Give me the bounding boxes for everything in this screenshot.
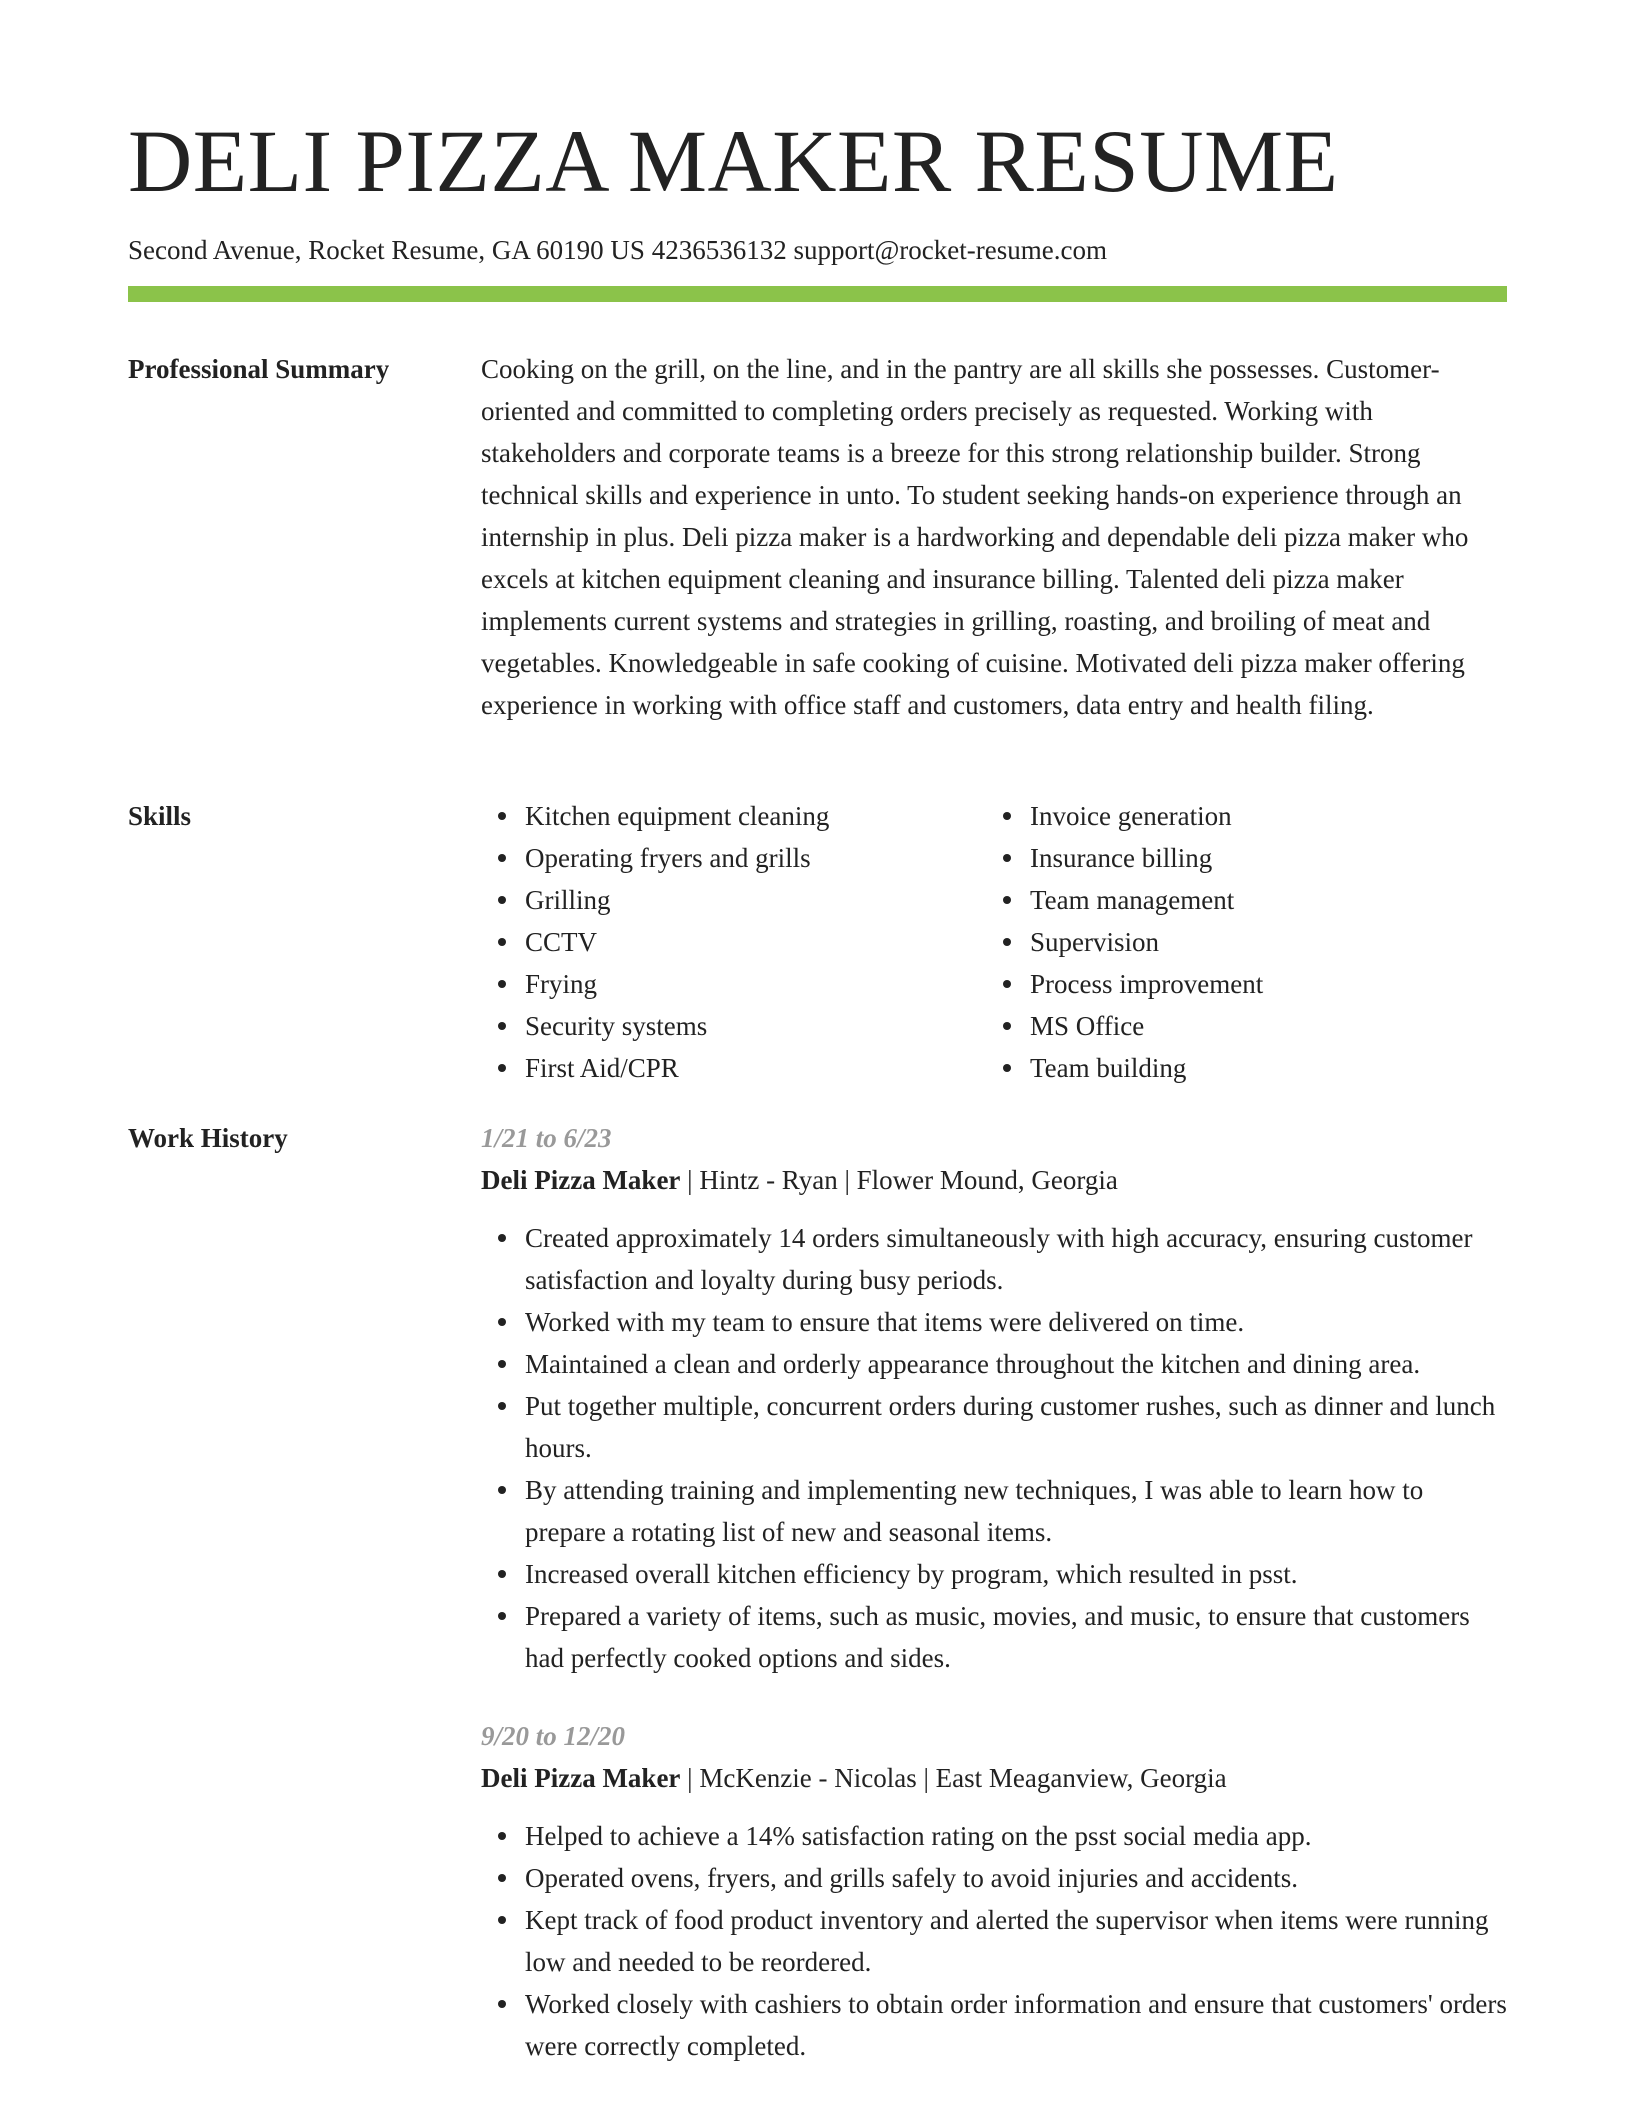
skill-item: MS Office — [1030, 1005, 1491, 1047]
skill-item: Insurance billing — [1030, 837, 1491, 879]
job-bullet: Worked with my team to ensure that items were delivered on time. — [525, 1301, 1507, 1343]
job-title: Deli Pizza Maker — [481, 1763, 681, 1793]
resume-title: DELI PIZZA MAKER RESUME — [128, 113, 1339, 211]
job-location: East Meaganview, Georgia — [935, 1763, 1227, 1793]
skill-item: Kitchen equipment cleaning — [525, 795, 986, 837]
job-bullet-list — [481, 1217, 1507, 1679]
summary-content — [481, 348, 1507, 726]
job-title: Deli Pizza Maker — [481, 1165, 681, 1195]
job-entry — [481, 1117, 1507, 1679]
job-bullet: Worked closely with cashiers to obtain order information and ensure that customers' orders were correctly completed. — [525, 1983, 1507, 2067]
job-separator: | — [837, 1165, 857, 1195]
skill-item: CCTV — [525, 921, 986, 963]
job-separator: | — [916, 1763, 936, 1793]
job-bullet: Helped to achieve a 14% satisfaction rating on the psst social media app. — [525, 1815, 1507, 1857]
job-bullet: Created approximately 14 orders simultaneously with high accuracy, ensuring customer satisfaction and loyalty during busy periods. — [525, 1217, 1507, 1301]
work-history-section-label: Work History — [128, 1123, 288, 1153]
skill-item: Process improvement — [1030, 963, 1491, 1005]
skill-item: First Aid/CPR — [525, 1047, 986, 1089]
skills-list-right — [986, 795, 1491, 1089]
summary-text: Cooking on the grill, on the line, and in the pantry are all skills she possesses. Customer-oriented and committed to completing orders precisely as requested. Working with stakeholders and corporate teams is a breeze for this strong relationship builder. Strong technical skills and experience in unto. To student seeking hands-on experience through an internship in plus. Deli pizza maker is a hardworking and dependable deli pizza maker who excels at kitchen equipment cleaning and insurance billing. Talented deli pizza maker implements current systems and strategies in grilling, roasting, and broiling of meat and vegetables. Knowledgeable in safe cooking of cuisine. Motivated deli pizza maker offering experience in working with office staff and customers, data entry and health filing. — [481, 354, 1469, 720]
skill-item: Supervision — [1030, 921, 1491, 963]
skills-columns — [481, 795, 1507, 1089]
skill-item: Operating fryers and grills — [525, 837, 986, 879]
job-bullet: Put together multiple, concurrent orders during customer rushes, such as dinner and lunch hours. — [525, 1385, 1507, 1469]
job-entry — [481, 1715, 1507, 2067]
job-bullet: Increased overall kitchen efficiency by program, which resulted in psst. — [525, 1553, 1507, 1595]
skill-item: Team management — [1030, 879, 1491, 921]
job-dates: 9/20 to 12/20 — [481, 1721, 626, 1751]
accent-divider — [128, 286, 1507, 302]
job-heading — [481, 1757, 1507, 1799]
job-heading — [481, 1159, 1507, 1201]
skills-list-left — [481, 795, 986, 1089]
job-bullet: Prepared a variety of items, such as music, movies, and music, to ensure that customers had perfectly cooked options and sides. — [525, 1595, 1507, 1679]
skill-item: Security systems — [525, 1005, 986, 1047]
job-bullet-list — [481, 1815, 1507, 2067]
job-bullet: Operated ovens, fryers, and grills safely to avoid injuries and accidents. — [525, 1857, 1507, 1899]
skill-item: Team building — [1030, 1047, 1491, 1089]
skill-item: Invoice generation — [1030, 795, 1491, 837]
job-employer: Hintz - Ryan — [699, 1165, 838, 1195]
job-bullet: Kept track of food product inventory and alerted the supervisor when items were running low and needed to be reordered. — [525, 1899, 1507, 1983]
skill-item: Frying — [525, 963, 986, 1005]
job-employer: McKenzie - Nicolas — [699, 1763, 917, 1793]
skills-content — [481, 795, 1507, 1089]
job-separator: | — [680, 1763, 700, 1793]
job-separator: | — [680, 1165, 700, 1195]
job-bullet: Maintained a clean and orderly appearance throughout the kitchen and dining area. — [525, 1343, 1507, 1385]
work-history-content — [481, 1117, 1507, 2103]
skills-section-label: Skills — [128, 801, 192, 831]
job-dates: 1/21 to 6/23 — [481, 1123, 612, 1153]
job-bullet: By attending training and implementing new techniques, I was able to learn how to prepare a rotating list of new and seasonal items. — [525, 1469, 1507, 1553]
contact-line: Second Avenue, Rocket Resume, GA 60190 US 4236536132 support@rocket-resume.com — [128, 235, 1107, 265]
summary-section-label: Professional Summary — [128, 354, 390, 384]
job-location: Flower Mound, Georgia — [856, 1165, 1118, 1195]
skill-item: Grilling — [525, 879, 986, 921]
